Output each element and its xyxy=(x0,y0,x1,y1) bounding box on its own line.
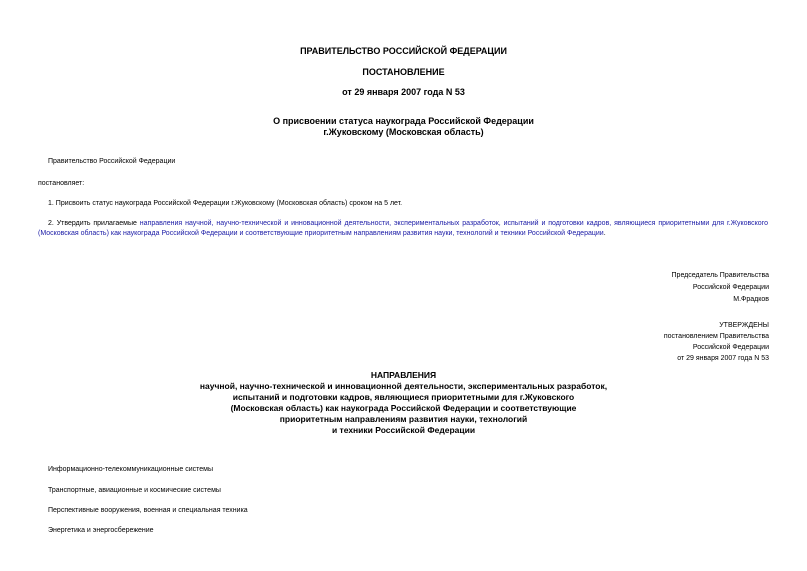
annex-subtitle-2: испытаний и подготовки кадров, являющиеся приоритетными для г.Жуковского xyxy=(232,392,575,402)
annex-title: НАПРАВЛЕНИЯ xyxy=(370,370,437,380)
approval-line-1: УТВЕРЖДЕНЫ xyxy=(719,322,769,329)
approval-block xyxy=(500,321,769,364)
signature-line-1: Председатель Правительства xyxy=(671,272,769,279)
resolves-text: постановляет: xyxy=(38,180,85,187)
item-2-prefix: 2. Утвердить прилагаемые xyxy=(48,220,140,227)
item-2 xyxy=(38,219,768,239)
approval-line-4: от 29 января 2007 года N 53 xyxy=(677,355,769,362)
item-1: 1. Присвоить статус наукограда Российской Федерации г.Жуковскому (Московская область) сроком на 5 лет. xyxy=(48,200,403,207)
annex-list-item: Информационно-телекоммуникационные системы xyxy=(48,466,213,473)
document-title-line-2: г.Жуковскому (Московская область) xyxy=(323,127,484,137)
annex-subtitle-1: научной, научно-технической и инновационной деятельности, экспериментальных разработок, xyxy=(199,381,608,391)
annex-heading xyxy=(0,370,807,436)
item-2-suffix: . xyxy=(603,230,606,237)
government-heading: ПРАВИТЕЛЬСТВО РОССИЙСКОЙ ФЕДЕРАЦИИ xyxy=(300,46,507,56)
annex-subtitle-3: (Московская область) как наукограда Российской Федерации и соответствующие xyxy=(230,403,577,413)
approval-line-2: постановлением Правительства xyxy=(663,333,769,340)
document-title-line-1: О присвоении статуса наукограда Российской Федерации xyxy=(273,116,534,126)
signature-line-3: М.Фрадков xyxy=(733,296,769,303)
document-type: ПОСТАНОВЛЕНИЕ xyxy=(362,67,445,77)
intro-text: Правительство Российской Федерации xyxy=(48,158,176,165)
annex-subtitle-4: приоритетным направлениям развития науки, технологий xyxy=(279,414,528,424)
document-date-number: от 29 января 2007 года N 53 xyxy=(342,87,465,97)
annex-list-item: Транспортные, авиационные и космические системы xyxy=(48,487,221,494)
item-2-link[interactable]: направления научной, научно-технической и инновационной деятельности, экспериментальных разработок, испытаний и подготовки кадров, являющиеся приоритетными для г.Жуковского (Московская область) как наукограда Российской Федерации и соответствующие приоритетным направлениям развития науки, технологий и техники Российской Федерации xyxy=(38,220,768,237)
signature-block xyxy=(500,271,769,305)
approval-line-3: Российской Федерации xyxy=(692,344,769,351)
annex-list-item: Перспективные вооружения, военная и специальная техника xyxy=(48,507,248,514)
signature-line-2: Российской Федерации xyxy=(692,284,769,291)
annex-list-item: Энергетика и энергосбережение xyxy=(48,527,154,534)
annex-subtitle-5: и техники Российской Федерации xyxy=(331,425,476,435)
